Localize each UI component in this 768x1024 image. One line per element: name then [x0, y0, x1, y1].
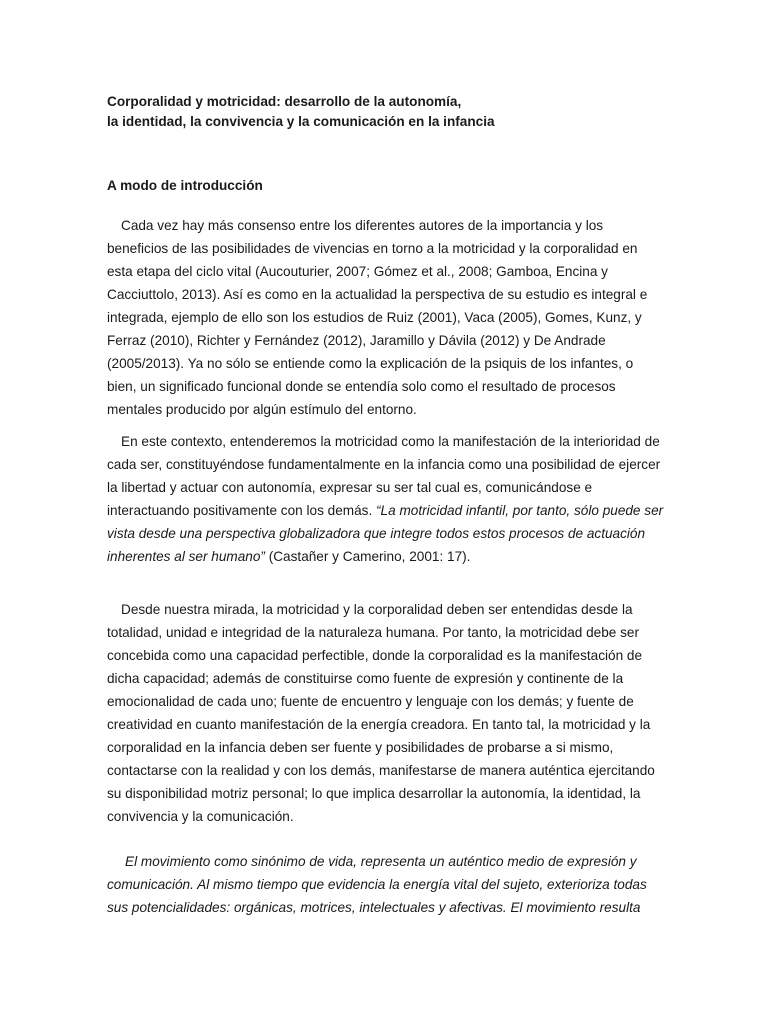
- paragraph-2-citation: (Castañer y Camerino, 2001: 17).: [264, 549, 471, 564]
- title-line-2: la identidad, la convivencia y la comunicación en la infancia: [107, 114, 495, 129]
- paragraph-4: El movimiento como sinónimo de vida, representa un auténtico medio de expresión y comunicación. Al mismo tiempo que evidencia la energía vital del sujeto, exterioriza todas sus potencialidades: orgánicas, motrices, intelectuales y afectivas. El movimiento resulta: [107, 854, 647, 915]
- paragraph-3: Desde nuestra mirada, la motricidad y la corporalidad deben ser entendidas desde la totalidad, unidad e integridad de la naturaleza humana. Por tanto, la motricidad debe ser concebida como una capacidad perfectible, donde la corporalidad es la manifestación de dicha capacidad; además de constituirse como fuente de expresión y continente de la emocionalidad de cada uno; fuente de encuentro y lenguaje con los demás; y fuente de creatividad en cuanto manifestación de la energía creadora. En tanto tal, la motricidad y la corporalidad en la infancia deben ser fuente y posibilidades de probarse a si mismo, contactarse con la realidad y con los demás, manifestarse de manera auténtica ejercitando su disponibilidad motriz personal; lo que implica desarrollar la autonomía, la identidad, la convivencia y la comunicación.: [107, 602, 655, 824]
- title-line-1: Corporalidad y motricidad: desarrollo de la autonomía,: [107, 94, 462, 109]
- paragraph-1: Cada vez hay más consenso entre los diferentes autores de la importancia y los beneficios de las posibilidades de vivencias en torno a la motricidad y la corporalidad en esta etapa del ciclo vital (Aucouturier, 2007; Gómez et al., 2008; Gamboa, Encina y Cacciuttolo, 2013). Así es como en la actualidad la perspectiva de su estudio es integral e integrada, ejemplo de ello son los estudios de Ruiz (2001), Vaca (2005), Gomes, Kunz, y Ferraz (2010), Richter y Fernández (2012), Jaramillo y Dávila (2012) y De Andrade (2005/2013). Ya no sólo se entiende como la explicación de la psiquis de los infantes, o bien, un significado funcional donde se entendía solo como el resultado de procesos mentales producido por algún estímulo del entorno.: [107, 218, 648, 417]
- paragraph-2-text-a: En este contexto, entenderemos la motricidad como la manifestación de la interioridad de cada ser, constituyéndose fundamentalmente en la infancia como una posibilidad de ejercer la libertad y actuar con autonomía, expresar su ser tal cual es, comunicándose e interactuando positivamente con los demás.: [107, 434, 661, 518]
- paragraph-2-quote: “La motricidad infantil, por tanto, sólo puede ser vista desde una perspectiva globalizadora que integre todos estos procesos de actuación inherentes al ser humano”: [107, 503, 664, 564]
- paragraph-2: [107, 430, 665, 568]
- section-heading: A modo de introducción: [107, 178, 263, 193]
- document-title: [107, 92, 665, 132]
- document-body: [107, 92, 665, 915]
